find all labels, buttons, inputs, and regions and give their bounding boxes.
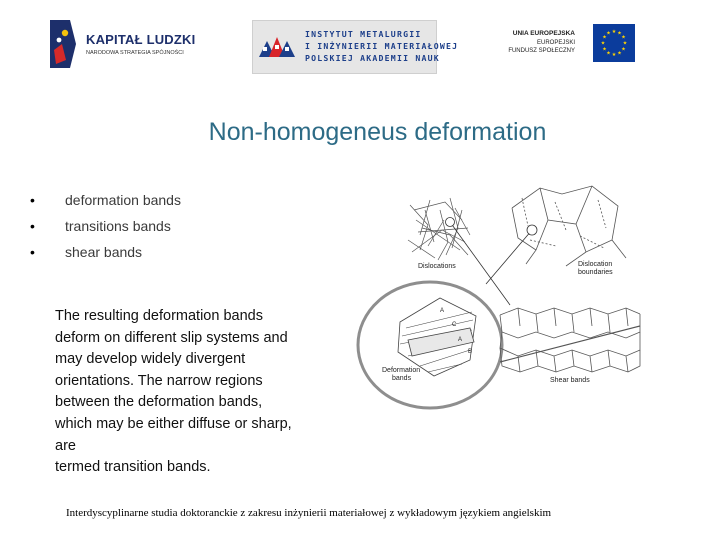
paragraph-line: termed transition bands. xyxy=(55,459,211,476)
imim-line-1: INSTYTUT METALURGII xyxy=(305,29,422,39)
label-deformation-bands: bands xyxy=(392,375,412,382)
slide-title: Non-homogeneus deformation xyxy=(208,118,547,146)
label-band-a-bottom: A xyxy=(458,337,463,343)
footer-text: Interdyscyplinarne studia doktoranckie z zakresu inżynierii materiałowej z wykładowym językiem angielskim xyxy=(66,507,552,519)
svg-text:★: ★ xyxy=(606,50,611,57)
svg-text:★: ★ xyxy=(621,34,626,41)
description-paragraph xyxy=(55,306,345,479)
bullet-text: transitions bands xyxy=(65,218,171,234)
bullet-list xyxy=(30,187,181,265)
deformation-bands-image xyxy=(398,298,476,376)
svg-text:★: ★ xyxy=(617,30,622,37)
svg-text:★: ★ xyxy=(611,52,617,58)
eu-line-1: UNIA EUROPEJSKA xyxy=(512,30,575,37)
paragraph-line: The resulting deformation bands xyxy=(55,308,263,324)
paragraph-line: deform on different slip systems and xyxy=(55,329,288,346)
eu-fund-logo xyxy=(500,24,635,64)
microstructure-diagram xyxy=(350,180,650,410)
svg-text:★: ★ xyxy=(617,50,622,57)
connecting-arrows xyxy=(446,218,538,306)
svg-text:★: ★ xyxy=(611,29,617,35)
bullet-item xyxy=(30,239,181,265)
paragraph-line: which may be either diffuse or sharp, xyxy=(55,415,292,432)
dislocations-image xyxy=(408,198,470,260)
svg-text:★: ★ xyxy=(602,46,607,53)
label-shear-bands: Shear bands xyxy=(550,377,590,384)
paragraph-line: are xyxy=(55,437,76,454)
kapital-ludzki-logo xyxy=(50,18,200,70)
label-dislocation-boundaries: boundaries xyxy=(578,269,613,276)
bullet-item xyxy=(30,213,181,239)
kapital-ludzki-subtitle: NARODOWA STRATEGIA SPÓJNOŚCI xyxy=(86,50,184,56)
svg-text:★: ★ xyxy=(622,40,628,47)
eu-line-2: EUROPEJSKI xyxy=(536,40,575,46)
paragraph-line: orientations. The narrow regions xyxy=(55,372,263,389)
label-deformation-bands: Deformation xyxy=(382,367,421,374)
bullet-text: deformation bands xyxy=(65,192,181,208)
eu-line-3: FUNDUSZ SPOŁECZNY xyxy=(508,48,575,54)
shear-bands-image xyxy=(500,308,640,372)
paragraph-line: between the deformation bands, xyxy=(55,394,263,411)
paragraph-line: may develop widely divergent xyxy=(55,351,246,368)
svg-text:★: ★ xyxy=(600,40,606,47)
label-band-c: C xyxy=(452,322,457,328)
imim-pan-emblem-icon xyxy=(257,27,297,67)
kapital-ludzki-flag-icon xyxy=(50,20,76,68)
bullet-text: shear bands xyxy=(65,244,143,260)
bullet-dot-icon: • xyxy=(30,218,35,234)
label-band-a-top: A xyxy=(440,308,445,314)
svg-text:★: ★ xyxy=(606,30,611,37)
imim-line-2: I INŻYNIERII MATERIAŁOWEJ xyxy=(305,41,459,51)
imim-line-3: POLSKIEJ AKADEMII NAUK xyxy=(305,53,440,63)
svg-text:★: ★ xyxy=(621,46,626,53)
eu-flag-icon xyxy=(593,24,635,62)
label-dislocation-boundaries: Dislocation xyxy=(578,261,613,268)
bullet-dot-icon: • xyxy=(30,244,35,260)
label-band-b: B xyxy=(468,349,473,355)
kapital-ludzki-name: KAPITAŁ LUDZKI xyxy=(86,32,196,47)
bullet-dot-icon: • xyxy=(30,192,35,208)
svg-text:★: ★ xyxy=(602,34,607,41)
bullet-item xyxy=(30,187,181,213)
label-dislocations: Dislocations xyxy=(418,263,456,270)
imim-pan-logo xyxy=(252,20,459,74)
